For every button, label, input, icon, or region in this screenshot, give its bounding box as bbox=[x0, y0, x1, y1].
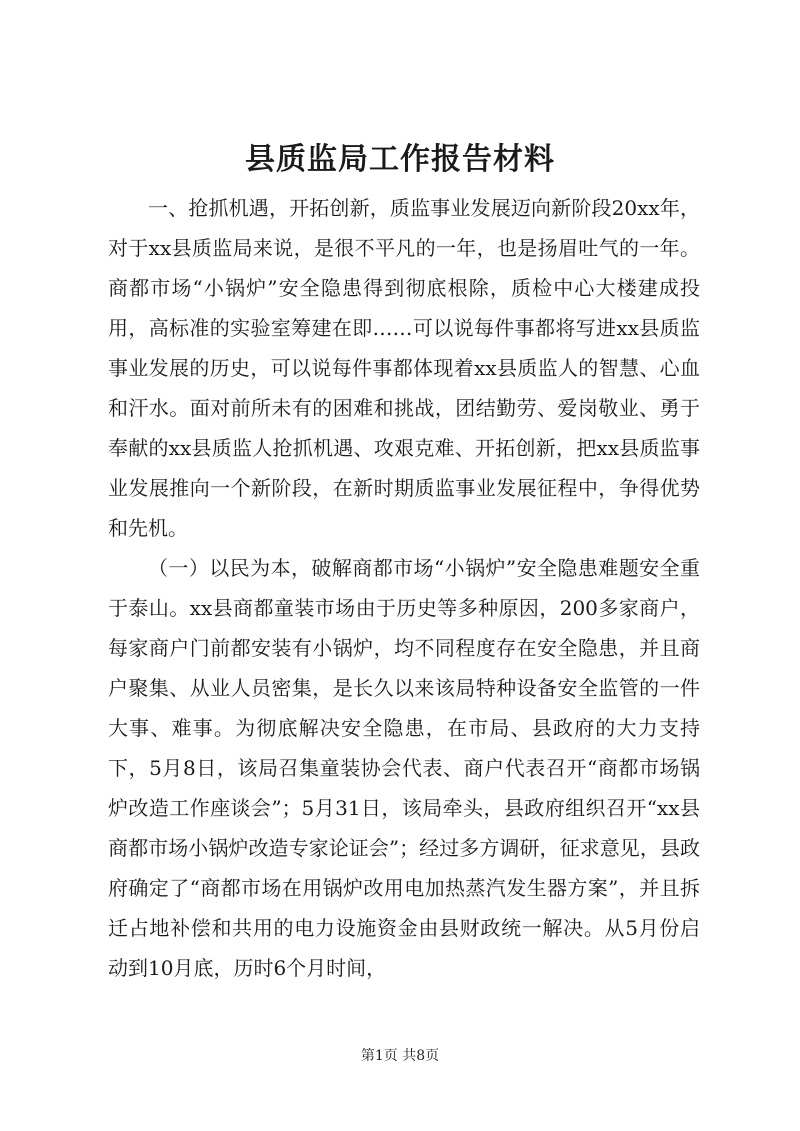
paragraph-2: （一）以民为本，破解商都市场“小锅炉”安全隐患难题安全重于泰山。xx县商都童装市场由于历史等多种原因，200多家商户，每家商户门前都安装有小锅炉，均不同程度存在安全隐患，并且商户聚集、从业人员密集，是长久以来该局特种设备安全监管的一件大事、难事。为彻底解决安全隐患，在市局、县政府的大力支持下，5月8日，该局召集童装协会代表、商户代表召开“商都市场锅炉改造工作座谈会”；5月31日，该局牵头，县政府组织召开“xx县商都市场小锅炉改造专家论证会”；经过多方调研，征求意见，县政府确定了“商都市场在用锅炉改用电加热蒸汽发生器方案”，并且拆迁占地补偿和共用的电力设施资金由县财政统一解决。从5月份启动到10月底，历时6个月时间， bbox=[108, 556, 700, 980]
document-body bbox=[108, 188, 700, 988]
page-footer: 第1页 共8页 bbox=[360, 1048, 440, 1064]
paragraph-1: 一、抢抓机遇，开拓创新，质监事业发展迈向新阶段20xx年，对于xx县质监局来说，是很不平凡的一年，也是扬眉吐气的一年。商都市场“小锅炉”安全隐患得到彻底根除，质检中心大楼建成投用，高标准的实验室筹建在即……可以说每件事都将写进xx县质监事业发展的历史，可以说每件事都体现着xx县质监人的智慧、心血和汗水。面对前所未有的困难和挑战，团结勤劳、爱岗敬业、勇于奉献的xx县质监人抢抓机遇、攻艰克难、开拓创新，把xx县质监事业发展推向一个新阶段，在新时期质监事业发展征程中，争得优势和先机。 bbox=[108, 196, 700, 540]
document-title: 县质监局工作报告材料 bbox=[245, 142, 555, 177]
